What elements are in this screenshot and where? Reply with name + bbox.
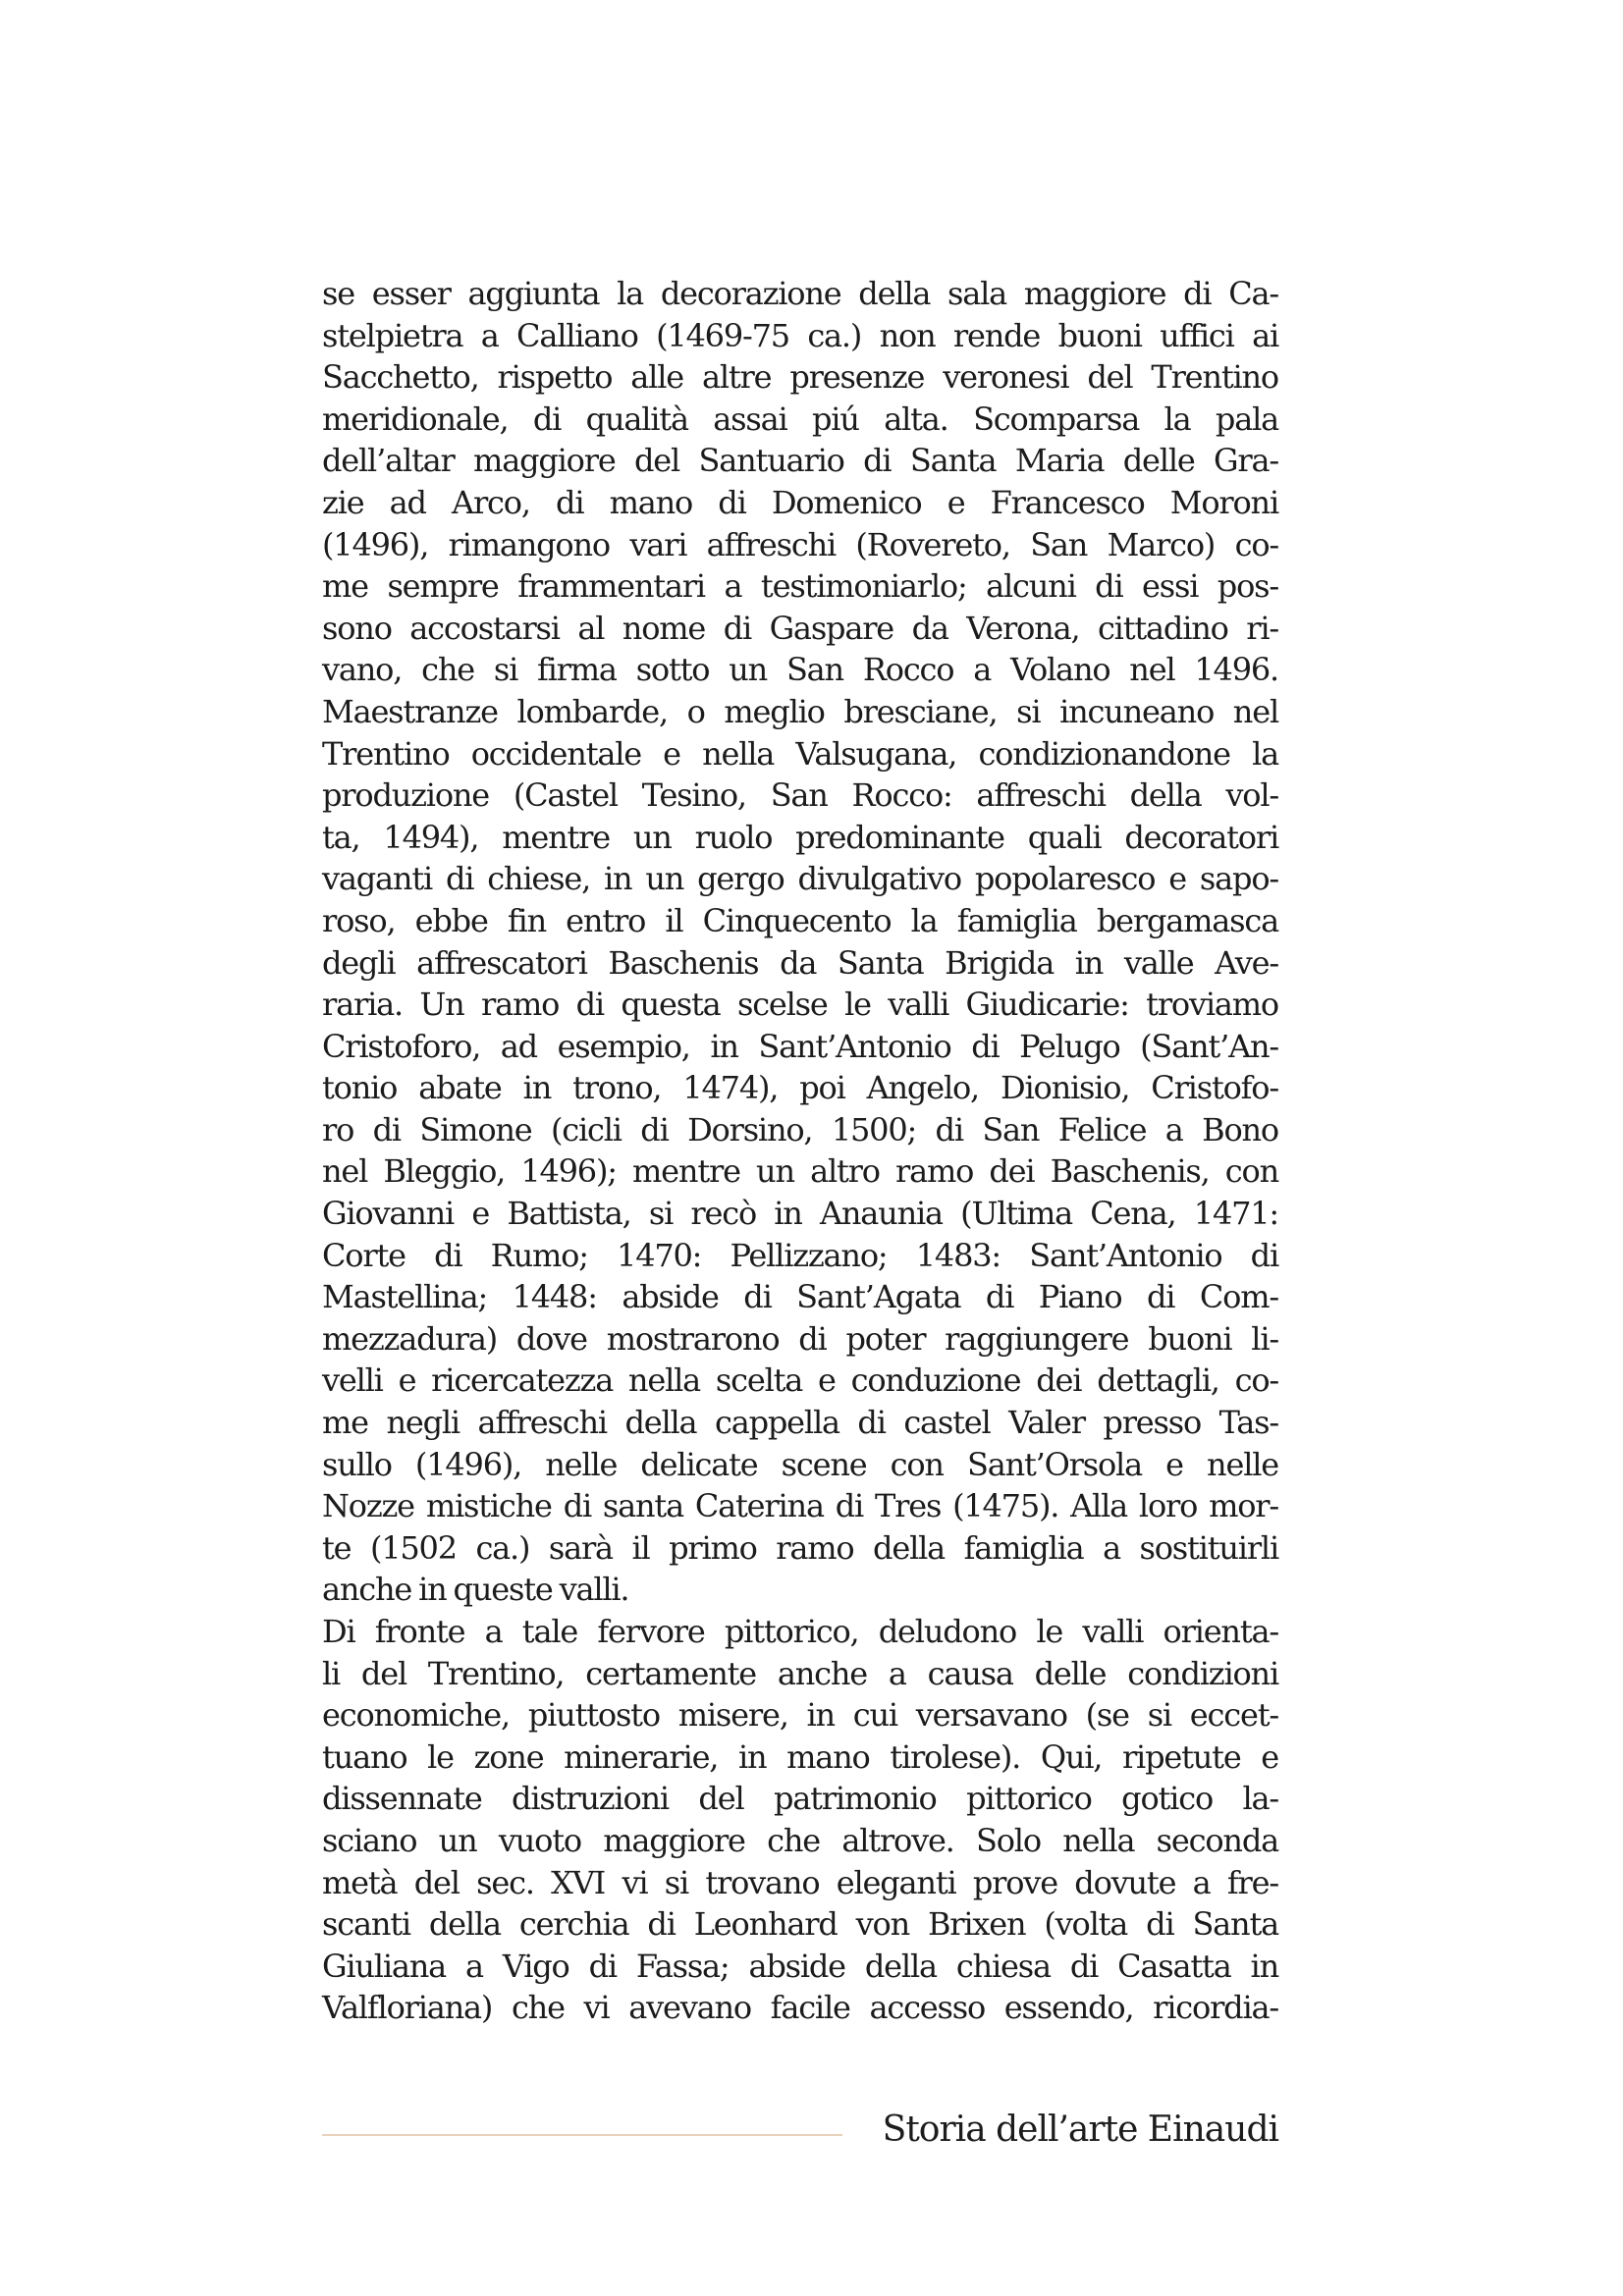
text-line: tonio abate in trono, 1474), poi Angelo, Dionisio, Cristofo-: [322, 1069, 1278, 1107]
text-line: economiche, piuttosto misere, in cui versavano (se si eccet-: [322, 1696, 1278, 1735]
text-line: zie ad Arco, di mano di Domenico e Francesco Moroni: [322, 483, 1278, 521]
page-footer: [322, 2103, 1278, 2158]
text-line: Giuliana a Vigo di Fassa; abside della chiesa di Casatta in: [322, 1947, 1278, 1985]
text-line: sciano un vuoto maggiore che altrove. Solo nella seconda: [322, 1821, 1278, 1859]
text-line: dissennate distruzioni del patrimonio pittorico gotico la-: [322, 1780, 1278, 1818]
footer-title: Storia dell’arte Einaudi: [882, 2109, 1278, 2150]
text-line: Cristoforo, ad esempio, in Sant’Antonio di Pelugo (Sant’An-: [322, 1027, 1278, 1065]
text-line: anche in queste valli.: [322, 1571, 629, 1609]
text-line: se esser aggiunta la decorazione della sala maggiore di Ca-: [322, 275, 1278, 312]
text-line: Valfloriana) che vi avevano facile accesso essendo, ricordia-: [322, 1989, 1278, 2027]
text-line: Sacchetto, rispetto alle altre presenze veronesi del Trentino: [322, 358, 1278, 397]
text-line: me sempre frammentari a testimoniarlo; alcuni di essi pos-: [322, 567, 1278, 606]
text-line: Di fronte a tale fervore pittorico, deludono le valli orienta-: [322, 1613, 1278, 1650]
text-line: sono accostarsi al nome di Gaspare da Verona, cittadino ri-: [322, 609, 1278, 647]
text-line: stelpietra a Calliano (1469-75 ca.) non rende buoni uffici ai: [322, 316, 1278, 354]
body-text: [322, 273, 1278, 2029]
text-line: scanti della cerchia di Leonhard von Brixen (volta di Santa: [322, 1905, 1278, 1944]
text-line: Maestranze lombarde, o meglio bresciane, si incuneano nel: [322, 692, 1278, 730]
footer-rule: [322, 2134, 842, 2136]
text-line: li del Trentino, certamente anche a causa delle condizioni: [322, 1654, 1278, 1692]
text-line: tuano le zone minerarie, in mano tirolese). Qui, ripetute e: [322, 1737, 1278, 1776]
text-line: ro di Simone (cicli di Dorsino, 1500; di San Felice a Bono: [322, 1110, 1278, 1148]
text-line: vaganti di chiese, in un gergo divulgativo popolaresco e sapo-: [322, 860, 1278, 898]
text-line: produzione (Castel Tesino, San Rocco: affreschi della vol-: [322, 776, 1278, 815]
text-line: sullo (1496), nelle delicate scene con Sant’Orsola e nelle: [322, 1445, 1278, 1483]
text-line: raria. Un ramo di questa scelse le valli Giudicarie: troviamo: [322, 986, 1278, 1024]
text-line: Nozze mistiche di santa Caterina di Tres (1475). Alla loro mor-: [322, 1487, 1278, 1525]
text-line: meridionale, di qualità assai piú alta. Scomparsa la pala: [322, 400, 1278, 438]
text-line: dell’altar maggiore del Santuario di Santa Maria delle Gra-: [322, 442, 1278, 480]
text-line: roso, ebbe fin entro il Cinquecento la famiglia bergamasca: [322, 901, 1278, 939]
text-line: Corte di Rumo; 1470: Pellizzano; 1483: Sant’Antonio di: [322, 1236, 1278, 1274]
text-line: velli e ricercatezza nella scelta e conduzione dei dettagli, co-: [322, 1362, 1278, 1400]
text-line: (1496), rimangono vari affreschi (Rovereto, San Marco) co-: [322, 525, 1278, 563]
text-line: Giovanni e Battista, si recò in Anaunia (Ultima Cena, 1471:: [322, 1195, 1278, 1233]
text-line: vano, che si firma sotto un San Rocco a Volano nel 1496.: [322, 651, 1278, 689]
paragraph-1: [322, 273, 1278, 1611]
text-line: metà del sec. XVI vi si trovano eleganti prove dovute a fre-: [322, 1863, 1278, 1901]
text-line: me negli affreschi della cappella di castel Valer presso Tas-: [322, 1404, 1278, 1442]
text-line: Mastellina; 1448: abside di Sant’Agata di Piano di Com-: [322, 1278, 1278, 1316]
text-line: ta, 1494), mentre un ruolo predominante quali decoratori: [322, 818, 1278, 856]
text-line: nel Bleggio, 1496); mentre un altro ramo dei Baschenis, con: [322, 1152, 1278, 1191]
text-line: te (1502 ca.) sarà il primo ramo della famiglia a sostituirli: [322, 1528, 1278, 1567]
paragraph-2: [322, 1611, 1278, 2029]
text-line: mezzadura) dove mostrarono di poter raggiungere buoni li-: [322, 1319, 1278, 1358]
text-line: degli affrescatori Baschenis da Santa Brigida in valle Ave-: [322, 943, 1278, 982]
text-line: Trentino occidentale e nella Valsugana, condizionandone la: [322, 734, 1278, 773]
